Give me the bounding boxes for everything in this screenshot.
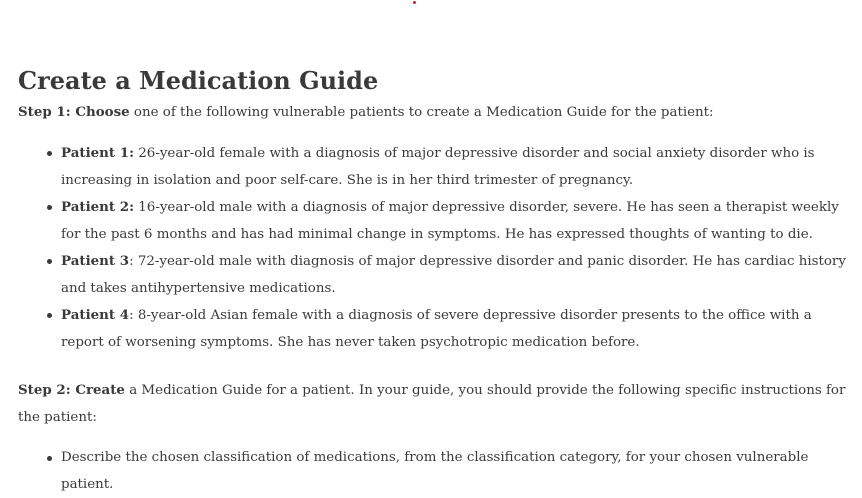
- patient-label: Patient 4: [61, 307, 130, 323]
- step-2-paragraph: [18, 377, 858, 431]
- patient-list-item: [61, 248, 858, 302]
- decorative-red-dot: [413, 1, 416, 4]
- patient-description: 26-year-old female with a diagnosis of major depressive disorder and social anxiety disorder who is increasing in isolation and poor self-care. She is in her third trimester of pregnancy.: [61, 146, 815, 188]
- step-2-text: a Medication Guide for a patient. In your guide, you should provide the following specific instructions for the patient:: [18, 383, 846, 425]
- instruction-list: [18, 445, 858, 498]
- step-1-label: Step 1: Choose: [18, 104, 130, 120]
- page-title: Create a Medication Guide: [18, 66, 379, 95]
- patient-label: Patient 1:: [61, 145, 135, 161]
- article-content: [18, 64, 858, 498]
- patient-description: 16-year-old male with a diagnosis of major depressive disorder, severe. He has seen a therapist weekly for the past 6 months and has had minimal change in symptoms. He has expressed thoughts of wanting to die.: [61, 200, 839, 242]
- patient-list: [18, 140, 858, 356]
- patient-list-item: [61, 140, 858, 194]
- patient-label: Patient 3: [61, 253, 130, 269]
- patient-list-item: [61, 302, 858, 356]
- patient-list-item: [61, 194, 858, 248]
- patient-description: : 8-year-old Asian female with a diagnosis of severe depressive disorder presents to the office with a report of worsening symptoms. She has never taken psychotropic medication before.: [61, 308, 812, 350]
- patient-label: Patient 2:: [61, 199, 135, 215]
- instruction-list-item: Describe the chosen classification of medications, from the classification category, for your chosen vulnerable patient.: [61, 445, 858, 498]
- step-1-paragraph: [18, 99, 858, 126]
- step-2-label: Step 2: Create: [18, 382, 125, 398]
- step-1-text: one of the following vulnerable patients to create a Medication Guide for the patient:: [129, 105, 714, 120]
- patient-description: : 72-year-old male with diagnosis of major depressive disorder and panic disorder. He has cardiac history and takes antihypertensive medications.: [61, 254, 846, 296]
